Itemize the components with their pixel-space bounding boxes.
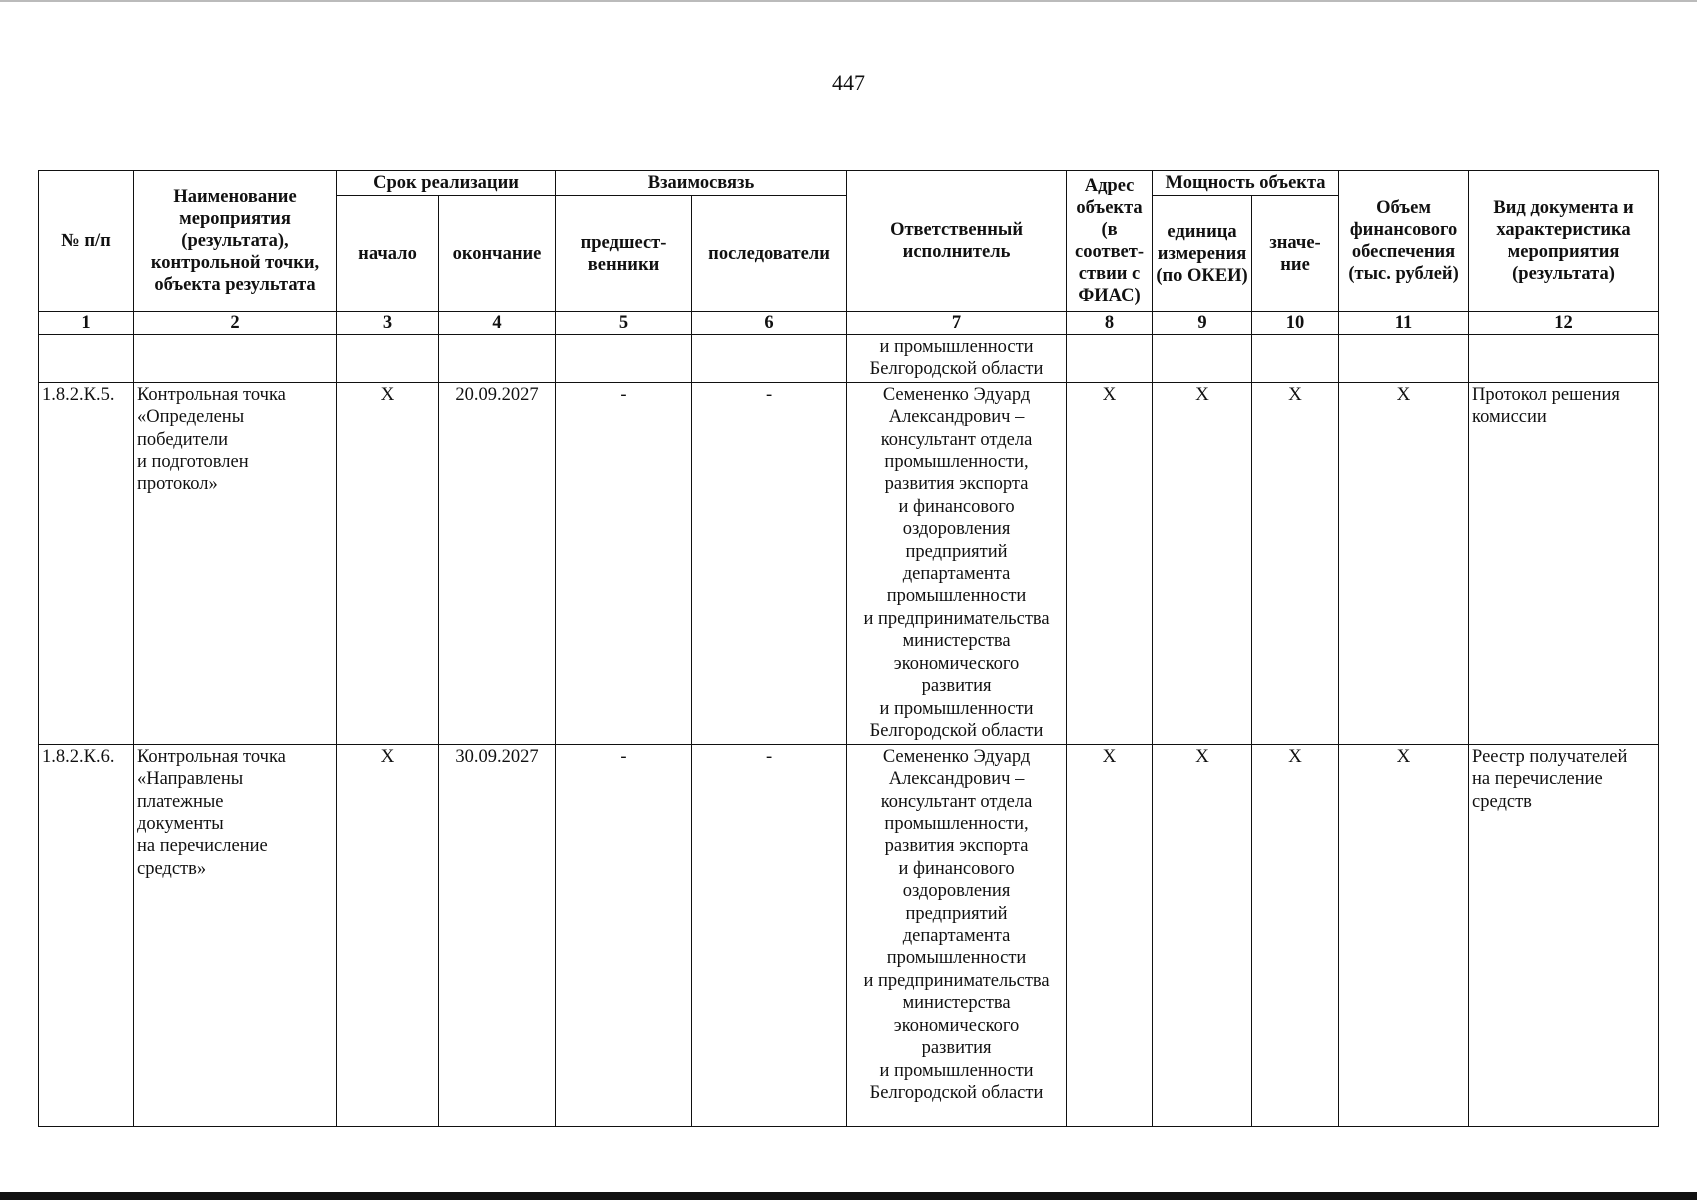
- text-line: консультант отдела: [880, 791, 1033, 812]
- text-line: и промышленности: [879, 1060, 1034, 1081]
- continuation-responsible: [847, 335, 1067, 383]
- text-line: развития: [921, 1038, 992, 1059]
- row-number: 1.8.2.К.5.: [39, 382, 134, 744]
- text-line: развития экспорта: [884, 474, 1029, 495]
- header-name: Наименование мероприятия (результата), контрольной точки, объекта результата: [134, 171, 337, 312]
- row-predecessors: -: [556, 382, 692, 744]
- text-line: комиссии: [1472, 407, 1547, 428]
- text-line: и промышленности: [879, 698, 1034, 719]
- page-number: 447: [832, 70, 865, 95]
- text-line: «Направлены: [137, 769, 244, 790]
- table-row: [39, 382, 1659, 744]
- header-predecessors: предшест-венники: [556, 196, 692, 312]
- text-line: промышленности,: [884, 452, 1029, 473]
- column-number: 9: [1153, 312, 1252, 335]
- text-line: экономического: [893, 653, 1020, 674]
- row-value: X: [1252, 382, 1339, 744]
- text-line: министерства: [902, 993, 1011, 1014]
- text-line: экономического: [893, 1015, 1020, 1036]
- text-line: Белгородской области: [869, 359, 1044, 380]
- text-line: предприятий: [905, 903, 1008, 924]
- column-number: 2: [134, 312, 337, 335]
- text-line: Протокол решения: [1472, 384, 1620, 405]
- text-line: консультант отдела: [880, 429, 1033, 450]
- text-line: Контрольная точка: [137, 746, 286, 767]
- text-line: на перечисление: [1472, 769, 1603, 790]
- row-name: [134, 382, 337, 744]
- text-line: платежные: [137, 791, 224, 812]
- text-line: оздоровления: [902, 881, 1011, 902]
- row-start: X: [337, 382, 439, 744]
- text-line: и финансового: [898, 496, 1015, 517]
- text-line: Александрович –: [888, 769, 1025, 790]
- row-document: [1469, 382, 1659, 744]
- header-successors: последователи: [692, 196, 847, 312]
- continuation-row: [39, 335, 1659, 383]
- text-line: на перечисление: [137, 836, 268, 857]
- text-line: промышленности: [886, 586, 1027, 607]
- header-address: Адрес объекта (в соответ-ствии с ФИАС): [1067, 171, 1153, 312]
- text-line: департамента: [902, 926, 1011, 947]
- column-number: 12: [1469, 312, 1659, 335]
- column-number: 3: [337, 312, 439, 335]
- header-document: Вид документа и характеристика мероприятия (результата): [1469, 171, 1659, 312]
- header-value: значе-ние: [1252, 196, 1339, 312]
- text-line: промышленности: [886, 948, 1027, 969]
- header-start: начало: [337, 196, 439, 312]
- text-line: и предпринимательства: [863, 608, 1050, 629]
- header-capacity-group: Мощность объекта: [1153, 171, 1339, 196]
- row-start: X: [337, 744, 439, 1126]
- text-line: «Определены: [137, 407, 245, 428]
- row-name: [134, 744, 337, 1126]
- row-value: X: [1252, 744, 1339, 1126]
- text-line: предприятий: [905, 541, 1008, 562]
- row-address: X: [1067, 744, 1153, 1126]
- row-responsible: [847, 744, 1067, 1126]
- column-number: 10: [1252, 312, 1339, 335]
- text-line: Контрольная точка: [137, 384, 286, 405]
- row-number: 1.8.2.К.6.: [39, 744, 134, 1126]
- row-successors: -: [692, 382, 847, 744]
- column-number: 6: [692, 312, 847, 335]
- column-number: 1: [39, 312, 134, 335]
- text-line: Реестр получателей: [1472, 746, 1628, 767]
- text-line: протокол»: [137, 474, 218, 495]
- row-finance: X: [1339, 382, 1469, 744]
- bottom-edge-bar: [0, 1192, 1697, 1200]
- column-number-row: [39, 312, 1659, 335]
- top-edge-line: [0, 0, 1697, 2]
- text-line: департамента: [902, 564, 1011, 585]
- text-line: средств: [1472, 791, 1532, 812]
- header-num: № п/п: [39, 171, 134, 312]
- row-successors: -: [692, 744, 847, 1126]
- text-line: и подготовлен: [137, 452, 249, 473]
- header-responsible: Ответственный исполнитель: [847, 171, 1067, 312]
- table-row: [39, 744, 1659, 1126]
- row-responsible: [847, 382, 1067, 744]
- text-line: Белгородской области: [869, 720, 1044, 741]
- column-number: 11: [1339, 312, 1469, 335]
- text-line: развития: [921, 676, 992, 697]
- header-finance: Объем финансового обеспечения (тыс. рублей): [1339, 171, 1469, 312]
- text-line: и финансового: [898, 858, 1015, 879]
- column-number: 7: [847, 312, 1067, 335]
- header-end: окончание: [439, 196, 556, 312]
- column-number: 4: [439, 312, 556, 335]
- column-number: 8: [1067, 312, 1153, 335]
- text-line: средств»: [137, 858, 207, 879]
- row-document: [1469, 744, 1659, 1126]
- row-finance: X: [1339, 744, 1469, 1126]
- column-number: 5: [556, 312, 692, 335]
- text-line: развития экспорта: [884, 836, 1029, 857]
- text-line: и промышленности: [879, 337, 1034, 357]
- header-unit: единица измерения (по ОКЕИ): [1153, 196, 1252, 312]
- text-line: победители: [137, 429, 229, 450]
- text-line: Семененко Эдуард: [882, 384, 1031, 405]
- header-period-group: Срок реализации: [337, 171, 556, 196]
- text-line: министерства: [902, 631, 1011, 652]
- text-line: оздоровления: [902, 519, 1011, 540]
- plan-table: [38, 170, 1659, 1127]
- row-address: X: [1067, 382, 1153, 744]
- text-line: Семененко Эдуард: [882, 746, 1031, 767]
- text-line: и предпринимательства: [863, 970, 1050, 991]
- row-predecessors: -: [556, 744, 692, 1126]
- text-line: промышленности,: [884, 814, 1029, 835]
- text-line: Белгородской области: [869, 1082, 1044, 1103]
- row-end: 30.09.2027: [439, 744, 556, 1126]
- text-line: Александрович –: [888, 407, 1025, 428]
- row-unit: X: [1153, 744, 1252, 1126]
- row-unit: X: [1153, 382, 1252, 744]
- header-link-group: Взаимосвязь: [556, 171, 847, 196]
- row-end: 20.09.2027: [439, 382, 556, 744]
- text-line: документы: [137, 814, 224, 835]
